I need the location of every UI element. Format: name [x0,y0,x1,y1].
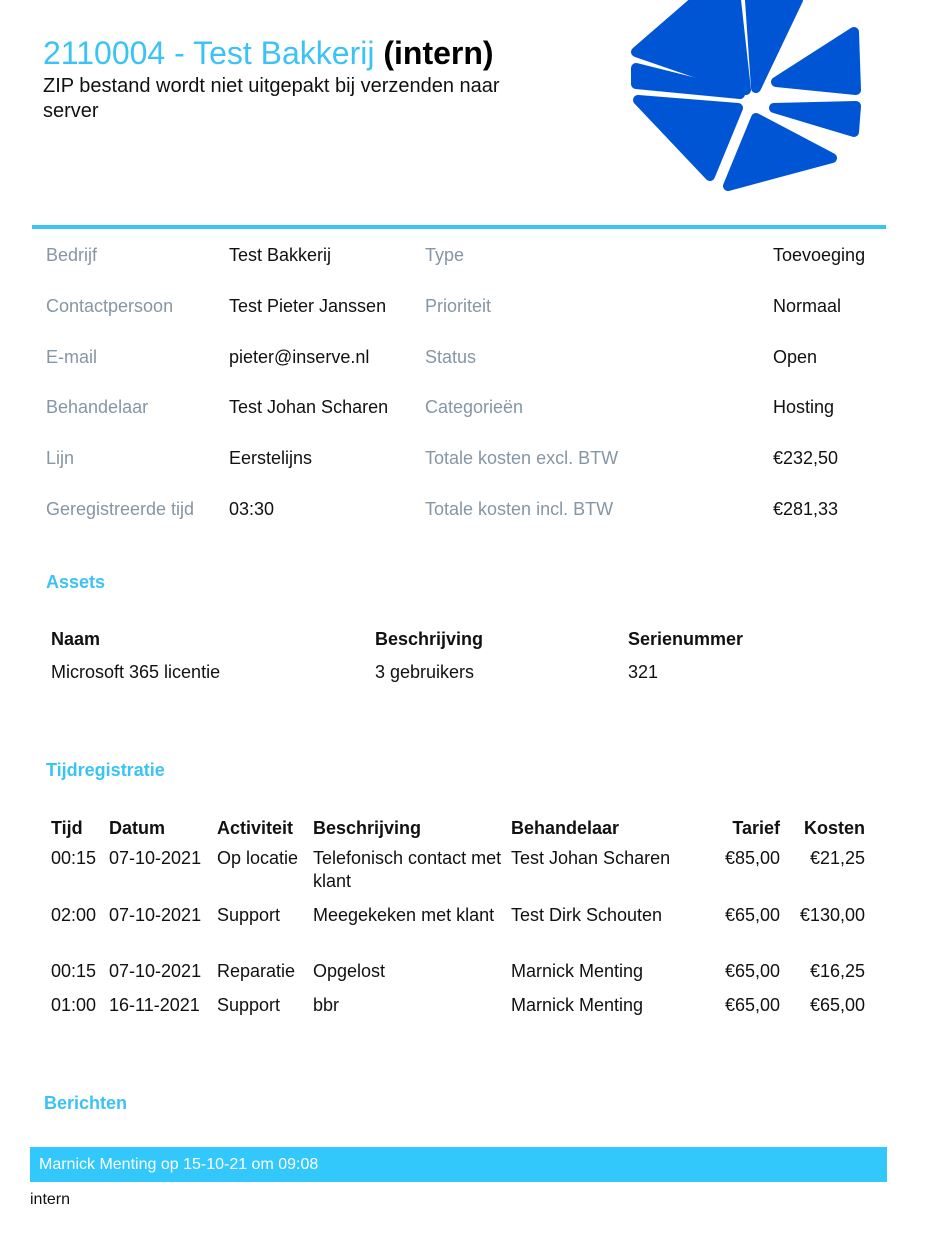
triangular-petals-logo-icon [628,0,868,200]
table-cell: €21,25 [809,848,865,868]
messages-section-title: Berichten [44,1093,128,1113]
table-cell: €65,00 [724,995,780,1015]
column-header: Tarief [732,818,780,838]
column-header: Activiteit [217,818,294,838]
table-cell: 07-10-2021 [109,961,202,981]
table-cell: Marnick Menting [511,995,644,1015]
table-cell: 07-10-2021 [109,848,202,868]
column-header: Behandelaar [511,818,620,838]
detail-row [46,494,886,545]
detail-label: Bedrijf [46,245,98,265]
time-registration-table [51,814,881,1028]
table-cell: €85,00 [724,848,780,868]
header-divider [32,225,886,229]
column-header: Datum [109,818,166,838]
detail-row [46,443,886,494]
detail-value: €281,33 [773,498,839,519]
detail-value: Test Bakkerij [229,245,332,265]
detail-row [46,240,886,291]
table-cell: €65,00 [724,961,780,981]
table-row [51,994,881,1028]
ticket-number-title: 2110004 - Test Bakkerij [43,35,375,71]
detail-value: Toevoeging [773,245,866,265]
detail-value: Open [773,346,818,367]
detail-value: Test Johan Scharen [229,397,389,418]
table-cell: 02:00 [51,905,97,925]
table-cell: 00:15 [51,848,97,868]
table-cell: €65,00 [724,905,780,925]
table-cell: 321 [628,662,659,682]
table-cell: 00:15 [51,961,97,981]
table-cell: Meegekeken met klant [313,905,495,925]
ticket-details [46,240,886,545]
message-author-date: Marnick Menting op 15-10-21 om 09:08 [39,1156,319,1173]
column-header: Beschrijving [313,818,422,838]
assets-section-title: Assets [46,572,106,592]
detail-label: Totale kosten excl. BTW [425,448,619,469]
detail-email-link[interactable]: pieter@inserve.nl [229,346,370,367]
detail-value: Normaal [773,295,842,316]
message-header-bar [30,1147,887,1182]
table-cell: €65,00 [809,995,865,1015]
table-row [51,960,881,994]
table-cell: Op locatie [217,848,299,868]
detail-label: Geregistreerde tijd [46,498,195,519]
column-header: Beschrijving [375,629,484,649]
table-cell: Telefonisch contact met klant [313,848,502,891]
detail-value: Test Pieter Janssen [229,295,387,316]
detail-row [46,291,886,342]
table-cell: Support [217,995,281,1015]
detail-label: Totale kosten incl. BTW [425,498,614,519]
ticket-header [43,34,603,124]
table-cell: 01:00 [51,995,97,1015]
table-cell: Reparatie [217,961,296,981]
detail-label: Type [425,245,465,265]
column-header: Kosten [803,818,865,838]
column-header: Tijd [51,818,83,838]
table-cell: Marnick Menting [511,961,644,981]
detail-label: Lijn [46,448,75,469]
table-cell: Test Johan Scharen [511,848,671,868]
table-cell: bbr [313,995,340,1015]
table-cell: €16,25 [809,961,865,981]
table-cell: Opgelost [313,961,386,981]
detail-label: Prioriteit [425,295,492,316]
column-header: Naam [51,629,101,649]
page-title [43,34,603,72]
ticket-tag: (intern) [383,35,494,71]
detail-value: 03:30 [229,498,275,519]
detail-label: E-mail [46,346,98,367]
table-row [51,904,881,960]
column-header: Serienummer [628,629,744,649]
table-row [51,847,881,904]
time-registration-section-title: Tijdregistratie [46,760,165,780]
detail-label: Categorieën [425,397,524,418]
table-cell: 3 gebruikers [375,662,475,682]
table-cell: Test Dirk Schouten [511,905,663,925]
table-cell: 16-11-2021 [109,995,200,1015]
table-cell: Support [217,905,281,925]
message-body: intern [30,1191,71,1208]
detail-label: Status [425,346,477,367]
table-cell: Microsoft 365 licentie [51,662,221,682]
detail-value: Hosting [773,397,835,418]
detail-row [46,392,886,443]
table-header-row [51,814,881,847]
table-cell: 07-10-2021 [109,905,202,925]
detail-label: Contactpersoon [46,295,174,316]
detail-label: Behandelaar [46,397,149,418]
table-cell: €130,00 [799,905,865,925]
detail-value: €232,50 [773,448,839,469]
detail-row [46,342,886,393]
detail-value: Eerstelijns [229,448,313,469]
ticket-subject: ZIP bestand wordt niet uitgepakt bij verzenden naar server [43,75,500,122]
